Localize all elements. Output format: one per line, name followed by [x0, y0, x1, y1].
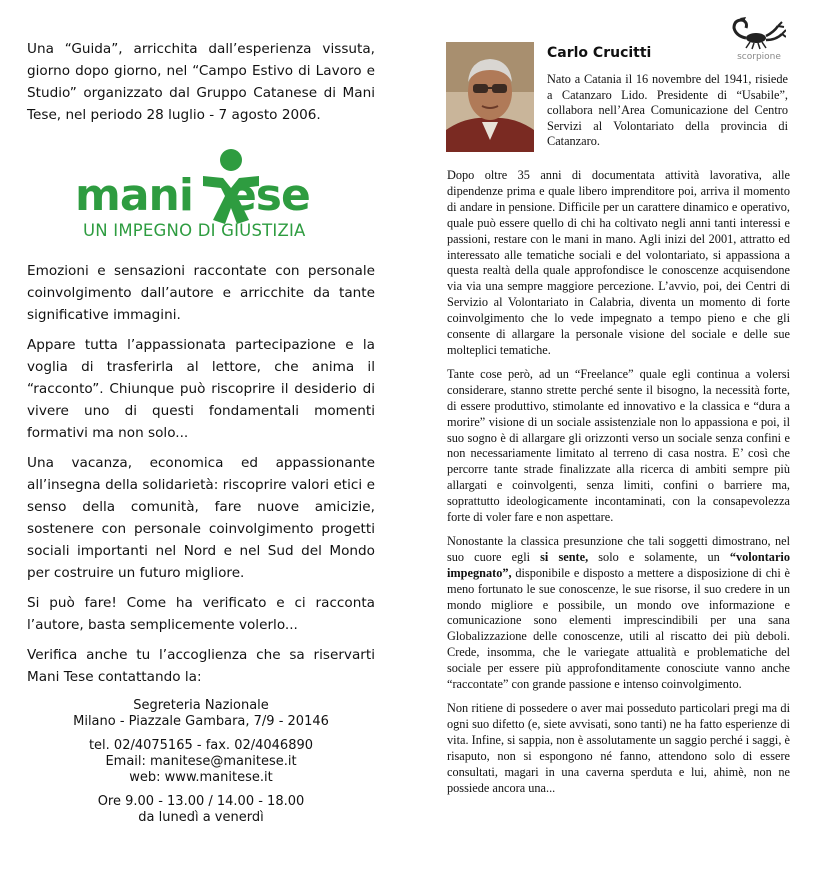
paragraph-emozioni: Emozioni e sensazioni raccontate con personale coinvolgimento dall’autore e arricchite da tante significative immagini. [27, 263, 375, 323]
right-column [447, 168, 790, 804]
p3-bold-volontario: “volontario impegnato”, [447, 549, 790, 580]
p3-text-a: Nonostante la classica presunzione che tali soggetti dimostrano, nel suo cuore egli [447, 533, 790, 564]
contact-block [27, 698, 375, 826]
author-photo [446, 42, 534, 152]
logo-wordmark-part2: ese [226, 170, 310, 221]
paragraph-appare: Appare tutta l’appassionata partecipazione e la voglia di trasferirla al lettore, che anima il “racconto”. Chiunque può riscoprire il desiderio di vivere uno di questi fondamentali momenti formativi ma non solo... [27, 337, 375, 441]
intro-paragraph: Una “Guida”, arricchita dall’esperienza vissuta, giorno dopo giorno, nel “Campo Estivo di Lavoro e Studio” organizzato dal Gruppo Catanese di Mani Tese, nel periodo 28 luglio - 7 agosto 2006. [27, 41, 375, 123]
scorpion-icon [728, 14, 786, 50]
p3-bold-si-sente: si sente, [540, 549, 589, 564]
contact-office: Segreteria Nazionale [133, 698, 269, 713]
paragraph-si-puo-fare: Si può fare! Come ha verificato e ci racconta l’autore, basta semplicemente volerlo... [27, 595, 375, 633]
left-column [27, 38, 375, 826]
author-name: Carlo Crucitti [547, 45, 652, 61]
contact-phone: tel. 02/4075165 - fax. 02/4046890 [88, 738, 314, 753]
manitese-logo [27, 144, 375, 244]
contact-email[interactable]: Email: manitese@manitese.it [105, 754, 297, 769]
p3-text-e: disponibile e disposto a mettere a disposizione di chi è meno fortunato le sue conoscenze, le sue risorse, il suo credere in un mondo migliore e possibile, un mondo ove informazione e comunicazione sono elementi imprescindibili per una sana Globalizzazione delle conoscenze, utili al riscatto dei più deboli. Crede, insomma, che le variegate attualità e problematiche del sociale per essere più approfonditamente conosciute vanno anche “raccontate” con grande passione e intenso coinvolgimento. [447, 565, 790, 692]
contact-days: da lunedì a venerdì [138, 810, 264, 825]
logo-wordmark [75, 170, 310, 221]
logo-wordmark-part1: mani [75, 170, 193, 221]
right-paragraph-3 [447, 534, 790, 693]
author-bio: Nato a Catania il 16 novembre del 1941, risiede a Catanzaro Lido. Presidente di “Usabile”, collabora nell’Area Comunicazione del Centro Servizi al Volontariato della provincia di Catanzaro. [547, 72, 788, 148]
contact-hours: Ore 9.00 - 13.00 / 14.00 - 18.00 [97, 794, 305, 809]
paragraph-verifica: Verifica anche tu l’accoglienza che sa riservarti Mani Tese contattando la: [27, 647, 375, 685]
contact-web[interactable]: web: www.manitese.it [129, 770, 273, 785]
logo-tagline: UN IMPEGNO DI GIUSTIZIA [83, 221, 306, 240]
p3-text-c: solo e solamente, un [588, 549, 730, 564]
paragraph-vacanza: Una vacanza, economica ed appassionante all’insegna della solidarietà: riscoprire valori etici e senso della comunità, fare nuove amicizie, sostenere con personale coinvolgimento progetti sociali importanti nel Nord e nel Sud del Mondo per costruire un futuro migliore. [27, 455, 375, 581]
right-paragraph-2: Tante cose però, ad un “Freelance” quale egli continua a volersi considerare, stanno strette perché sente il bisogno, la necessità forte, di essere produttivo, stimolante ed innovativo e la classica e “dura a morire” visione di un sociale assistenziale non lo appassiona e poi, il suo sogno è di allargare gli orizzonti verso un sociale senza confini e non necessariamente limitato al terreno di casa nostra. E’ così che percorre tante strade finalizzate alla ricerca di ambiti sempre più allargati e coinvolgenti, senza limiti, confini o barriere ma, soprattutto ideologicamente incontaminati, con la consapevolezza forte di voler fare e non aspettare. [447, 366, 790, 525]
right-paragraph-4: Non ritiene di possedere o aver mai posseduto particolari pregi ma di ogni suo difetto (e, siete avvisati, sono tanti) ne ha fatto esperienze di vita. Infine, si sappia, non è assolutamente un saggio perché i saggi, è risaputo, non si espongono né fanno, attendono solo di essere consultati, magari in una caverna sperduta e lui, ahimè, non ne possiede ancora una... [447, 701, 790, 795]
contact-address: Milano - Piazzale Gambara, 7/9 - 20146 [73, 714, 329, 729]
right-paragraph-1: Dopo oltre 35 anni di documentata attività lavorativa, alle dipendenze prima e quale libero imprenditore poi, arriva il momento di andare in pensione. Difficile per un carattere dinamico e operativo, quale può essere quello di chi ha coltivato negli anni tanti interessi e passioni, restare con le mani in mano. Agli inizi del 2001, attratto ed interessato alle tematiche sociali e del volontariato, si appassiona a questa realtà della quale approfondisce le conoscenze acquisendone via via una sempre maggiore percezione. L’avvio, poi, dei Centri di Servizio al Volontariato in Calabria, diventa un momento di forte coinvolgimento che lo vede impegnato a tempo pieno e che gli consente di allargare la personale visione del sociale e delle sue molteplici tematiche. [447, 168, 790, 357]
zodiac-label: scorpione [737, 52, 781, 62]
